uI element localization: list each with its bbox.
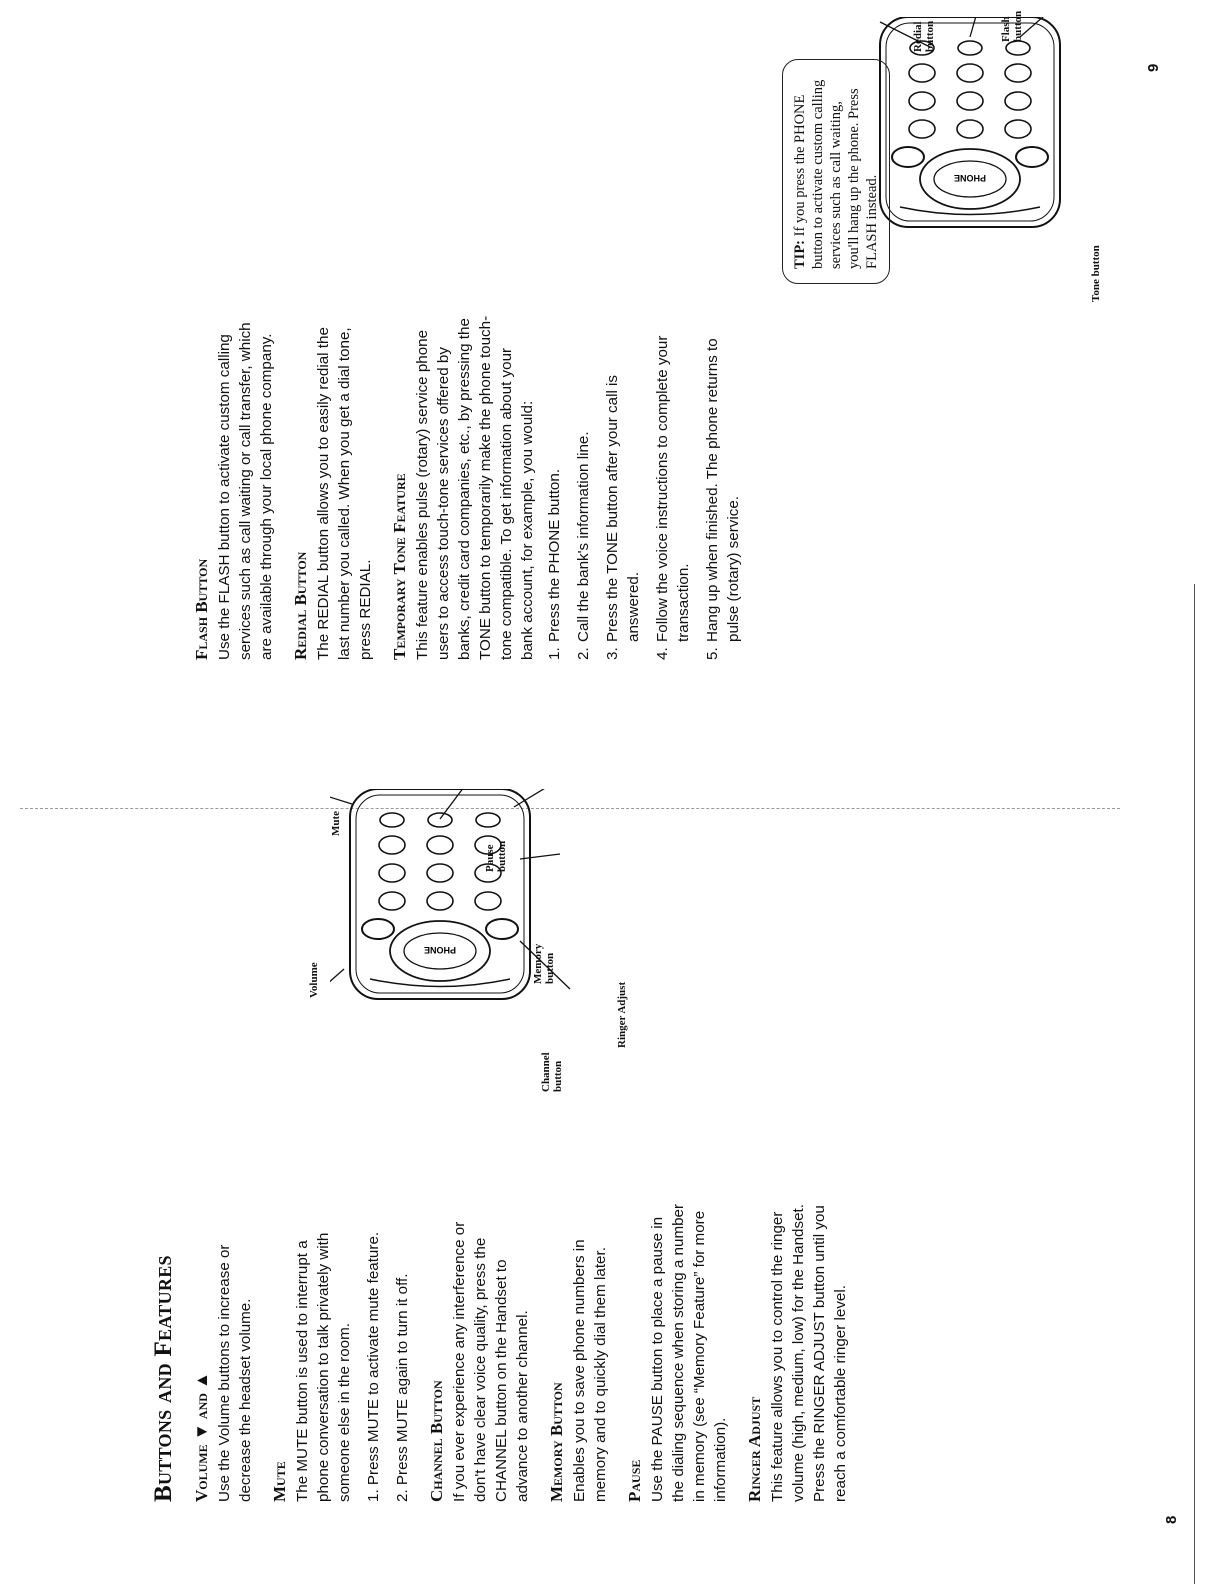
label-ringer: Ringer Adjust xyxy=(616,981,628,1048)
mute-step-2: 2. Press MUTE again to turn it off. xyxy=(394,1273,411,1502)
tone-steps xyxy=(544,315,744,660)
pause-text: Use the PAUSE button to place a pause in the dialing sequence when storing a number in memory (see “Memory Feature” for more information). xyxy=(649,1203,729,1502)
page-number-8: 8 xyxy=(1163,1515,1180,1524)
redial-heading: Redial Button xyxy=(291,551,310,660)
tone-step-text: Press the TONE button after your call is answered. xyxy=(604,374,642,642)
label-redial: Redial button xyxy=(912,20,936,52)
volume-heading: Volume ▼ and ▲ xyxy=(192,1371,211,1502)
phone-key-label-left: PHONE xyxy=(423,945,457,955)
label-flash: Flash button xyxy=(1000,10,1024,42)
label-tone: Tone button xyxy=(1090,245,1102,302)
tone-step xyxy=(702,315,744,660)
label-volume: Volume xyxy=(308,962,320,998)
tip-text: If you press the PHONE button to activate custom calling services such as call waiting, you'll hang up the phone. Press FLASH instead. xyxy=(792,79,880,269)
tone-step xyxy=(602,315,644,660)
tone-step-text: Follow the voice instructions to complete your transaction. xyxy=(654,335,692,642)
tip-box xyxy=(782,59,890,284)
memory-heading: Memory Button xyxy=(547,1382,566,1502)
mute-step-1: 1. Press MUTE to activate mute feature. xyxy=(365,1231,382,1502)
tone-step-num: 4. xyxy=(654,647,671,660)
tone-step-num: 2. xyxy=(575,647,592,660)
mute-text: The MUTE button is used to interrupt a phone conversation to talk privately with someone else in the room. xyxy=(294,1232,353,1502)
page-title: Buttons and Features xyxy=(150,1255,177,1502)
tone-step-text: Press the PHONE button. xyxy=(546,468,563,642)
phone-key-label-right: PHONE xyxy=(953,173,987,183)
tone-heading: Temporary Tone Feature xyxy=(390,473,409,660)
redial-text: The REDIAL button allows you to easily redial the last number you called. When you get a dial tone, press REDIAL. xyxy=(315,327,374,660)
tone-step-num: 3. xyxy=(604,647,621,660)
volume-text: Use the Volume buttons to increase or decrease the headset volume. xyxy=(216,1244,254,1502)
left-column-1 xyxy=(192,1202,851,1502)
tone-step xyxy=(652,315,694,660)
right-column-1 xyxy=(192,315,752,660)
pause-heading: Pause xyxy=(625,1459,644,1502)
ringer-text: This feature allows you to control the ringer volume (high, medium, low) for the Handset. Press the RINGER ADJUST button until you reach a comfortable ringer level. xyxy=(769,1204,849,1502)
label-mute: Mute xyxy=(330,810,342,836)
tone-step-num: 5. xyxy=(704,647,721,660)
tone-step-num: 1. xyxy=(546,647,563,660)
label-channel: Channel button xyxy=(540,1052,564,1092)
tone-step xyxy=(573,315,594,660)
tip-label: TIP: xyxy=(792,240,808,269)
tone-text: This feature enables pulse (rotary) service phone users to access touch-tone services offered by banks, credit card companies, etc., by pressing the TONE button to temporarily make the phone touch-tone compatible. To get information about your bank account, for example, you would: xyxy=(414,315,536,660)
ringer-heading: Ringer Adjust xyxy=(745,1396,764,1502)
channel-text: If you ever experience any interference or don't have clear voice quality, press the CHANNEL button on the Handset to advance to another channel. xyxy=(451,1221,531,1502)
flash-text: Use the FLASH button to activate custom calling services such as call waiting or call transfer, which are available through your local phone company. xyxy=(216,322,275,660)
tone-step-text: Call the bank's information line. xyxy=(575,431,592,642)
label-pause: Pause button xyxy=(484,840,508,872)
memory-text: Enables you to save phone numbers in memory and to quickly dial them later. xyxy=(571,1239,609,1502)
page-number-9: 9 xyxy=(1145,63,1162,72)
flash-heading: Flash Button xyxy=(192,558,211,660)
label-memory: Memory button xyxy=(532,943,556,984)
page-8 xyxy=(0,792,1213,1584)
tone-step-text: Hang up when finished. The phone returns to pulse (rotary) service. xyxy=(704,338,742,642)
channel-heading: Channel Button xyxy=(427,1380,446,1502)
mute-heading: Mute xyxy=(270,1461,289,1502)
tone-step xyxy=(544,315,565,660)
handset-illustration-right xyxy=(860,17,1110,247)
